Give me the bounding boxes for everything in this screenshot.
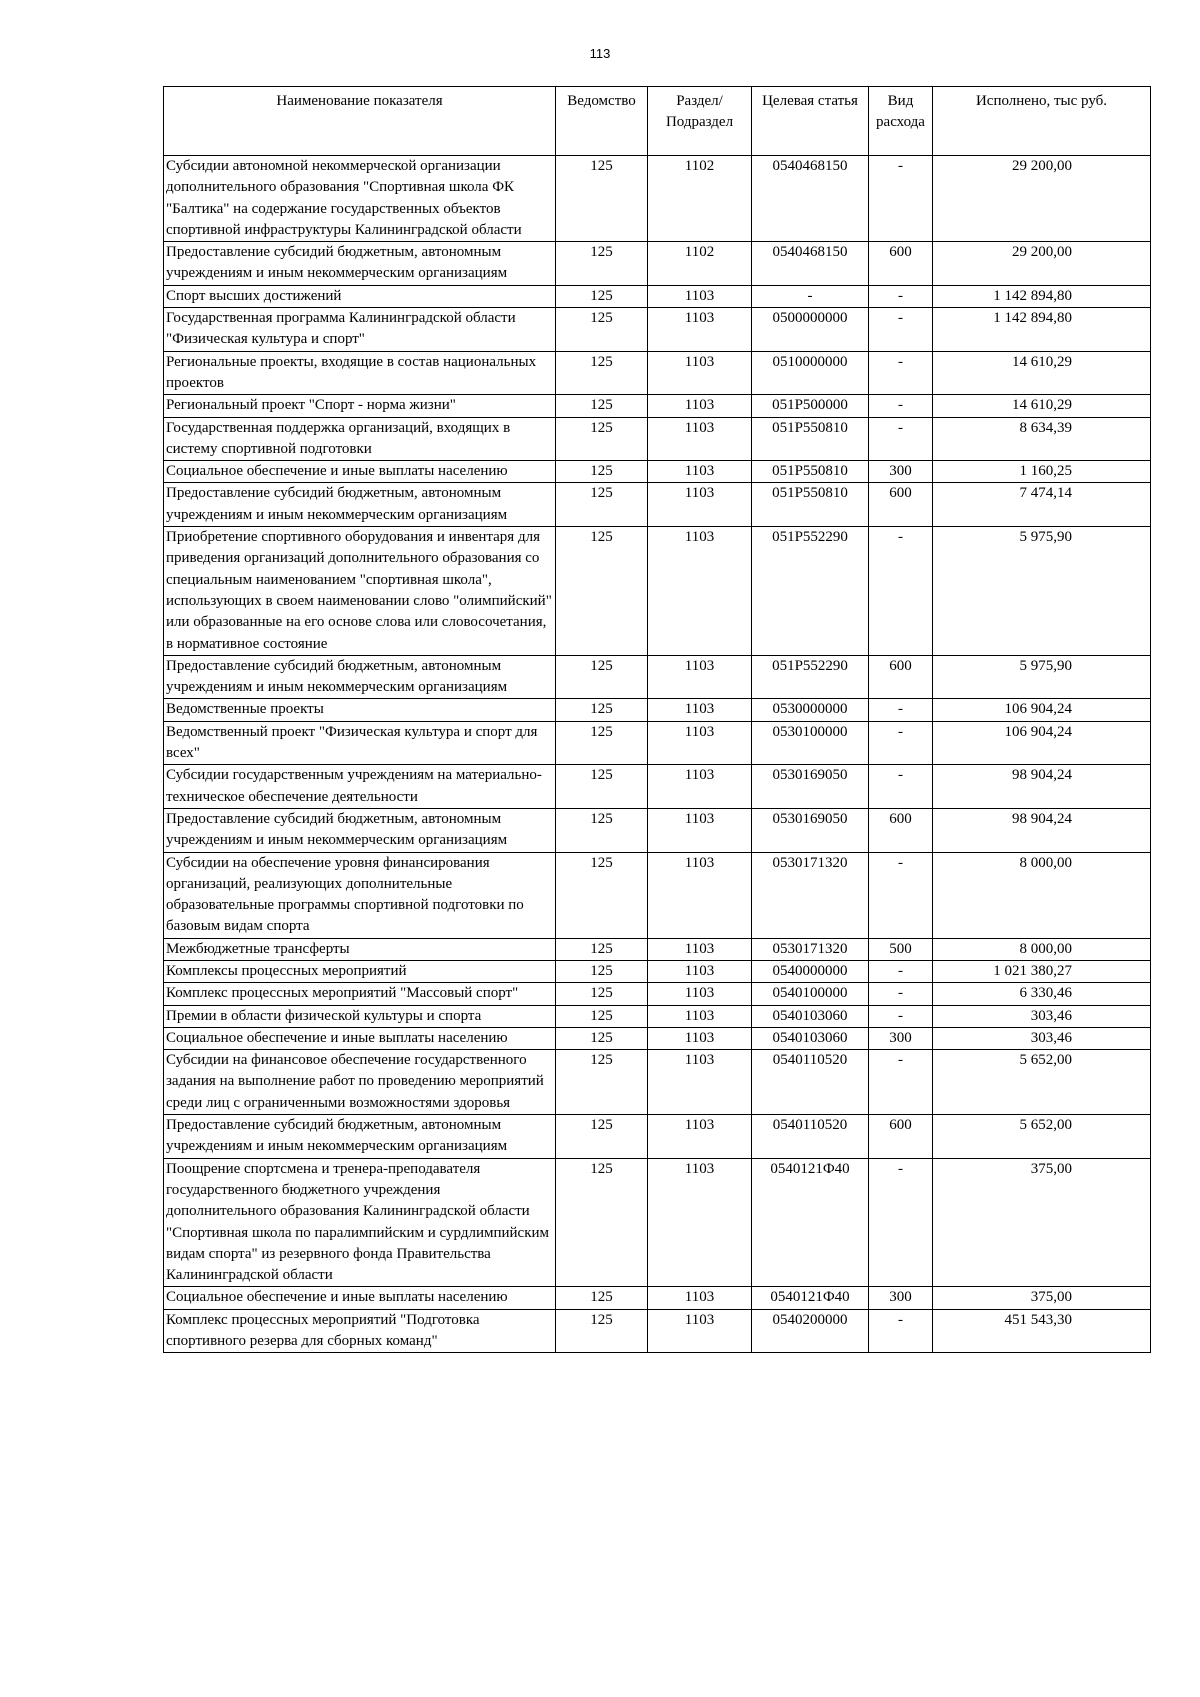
row-target-article: 0530000000 [752,699,869,721]
row-target-article: 0540000000 [752,960,869,982]
row-target-article: 0500000000 [752,308,869,352]
row-name: Премии в области физической культуры и спорта [164,1005,556,1027]
row-name: Ведомственные проекты [164,699,556,721]
row-department: 125 [556,1027,648,1049]
row-target-article: 0540110520 [752,1115,869,1159]
row-target-article: 0540200000 [752,1309,869,1353]
row-target-article: 0540103060 [752,1005,869,1027]
row-expense-type: - [869,417,933,461]
row-amount: 8 000,00 [933,938,1151,960]
row-name: Спорт высших достижений [164,285,556,307]
table-row [164,1005,1151,1027]
row-amount: 303,46 [933,1005,1151,1027]
row-target-article: 051P500000 [752,395,869,417]
row-expense-type: 600 [869,808,933,852]
row-amount: 451 543,30 [933,1309,1151,1353]
row-name: Субсидии автономной некоммерческой организации дополнительного образования "Спортивная школа ФК "Балтика" на содержание государственных объектов спортивной инфраструктуры Калининградской области [164,156,556,242]
row-expense-type: - [869,699,933,721]
row-section: 1103 [648,1287,752,1309]
row-amount: 29 200,00 [933,156,1151,242]
row-target-article: 0510000000 [752,351,869,395]
row-expense-type: - [869,351,933,395]
row-target-article: 0540100000 [752,983,869,1005]
row-amount: 7 474,14 [933,483,1151,527]
row-amount: 14 610,29 [933,351,1151,395]
row-target-article: 051P552290 [752,655,869,699]
row-expense-type: 300 [869,1027,933,1049]
row-section: 1103 [648,527,752,656]
row-expense-type: - [869,721,933,765]
row-expense-type: 500 [869,938,933,960]
row-amount: 375,00 [933,1158,1151,1287]
row-department: 125 [556,765,648,809]
table-row [164,1115,1151,1159]
row-expense-type: - [869,156,933,242]
row-expense-type: 600 [869,242,933,286]
table-row [164,483,1151,527]
row-expense-type: 600 [869,1115,933,1159]
row-section: 1103 [648,1158,752,1287]
row-department: 125 [556,1050,648,1115]
row-section: 1103 [648,960,752,982]
row-section: 1103 [648,1027,752,1049]
row-department: 125 [556,527,648,656]
row-department: 125 [556,808,648,852]
row-amount: 98 904,24 [933,808,1151,852]
table-row [164,395,1151,417]
row-name: Ведомственный проект "Физическая культура и спорт для всех" [164,721,556,765]
row-target-article: 051P552290 [752,527,869,656]
row-expense-type: - [869,983,933,1005]
table-row [164,285,1151,307]
row-section: 1103 [648,938,752,960]
row-department: 125 [556,655,648,699]
row-department: 125 [556,308,648,352]
row-target-article: 0540468150 [752,156,869,242]
row-name: Региональный проект "Спорт - норма жизни" [164,395,556,417]
row-name: Предоставление субсидий бюджетным, автономным учреждениям и иным некоммерческим организациям [164,655,556,699]
row-section: 1103 [648,721,752,765]
row-department: 125 [556,156,648,242]
table-row [164,156,1151,242]
row-target-article: 0540103060 [752,1027,869,1049]
row-section: 1103 [648,308,752,352]
table-row [164,699,1151,721]
row-name: Комплекс процессных мероприятий "Подготовка спортивного резерва для сборных команд" [164,1309,556,1353]
row-name: Региональные проекты, входящие в состав национальных проектов [164,351,556,395]
table-row [164,461,1151,483]
header-section: Раздел/ Подраздел [648,87,752,156]
row-department: 125 [556,852,648,938]
row-target-article: 051P550810 [752,461,869,483]
row-section: 1103 [648,808,752,852]
row-expense-type: - [869,1005,933,1027]
row-amount: 1 142 894,80 [933,285,1151,307]
row-section: 1103 [648,285,752,307]
row-name: Государственная программа Калининградской области "Физическая культура и спорт" [164,308,556,352]
row-section: 1102 [648,156,752,242]
row-target-article: - [752,285,869,307]
row-name: Социальное обеспечение и иные выплаты населению [164,1027,556,1049]
row-section: 1103 [648,1309,752,1353]
row-department: 125 [556,417,648,461]
row-section: 1103 [648,852,752,938]
row-department: 125 [556,351,648,395]
row-name: Субсидии на обеспечение уровня финансирования организаций, реализующих дополнительные образовательные программы спортивной подготовки по базовым видам спорта [164,852,556,938]
row-department: 125 [556,1287,648,1309]
row-section: 1103 [648,417,752,461]
row-target-article: 051P550810 [752,483,869,527]
table-row [164,1309,1151,1353]
table-row [164,527,1151,656]
row-target-article: 0530169050 [752,808,869,852]
row-section: 1103 [648,765,752,809]
row-amount: 375,00 [933,1287,1151,1309]
row-section: 1103 [648,655,752,699]
row-amount: 98 904,24 [933,765,1151,809]
row-amount: 1 142 894,80 [933,308,1151,352]
row-amount: 106 904,24 [933,721,1151,765]
row-section: 1103 [648,1050,752,1115]
table-row [164,721,1151,765]
row-name: Социальное обеспечение и иные выплаты населению [164,461,556,483]
header-department: Ведомство [556,87,648,156]
row-expense-type: - [869,1309,933,1353]
row-department: 125 [556,1158,648,1287]
row-amount: 8 634,39 [933,417,1151,461]
row-section: 1103 [648,395,752,417]
row-department: 125 [556,721,648,765]
header-indicator-name: Наименование показателя [164,87,556,156]
row-amount: 1 160,25 [933,461,1151,483]
row-target-article: 0540468150 [752,242,869,286]
row-target-article: 0540110520 [752,1050,869,1115]
row-name: Предоставление субсидий бюджетным, автономным учреждениям и иным некоммерческим организациям [164,808,556,852]
row-amount: 5 975,90 [933,527,1151,656]
row-expense-type: - [869,308,933,352]
row-section: 1103 [648,1005,752,1027]
row-target-article: 0540121Ф40 [752,1287,869,1309]
row-amount: 5 652,00 [933,1115,1151,1159]
table-row [164,938,1151,960]
table-row [164,417,1151,461]
row-section: 1102 [648,242,752,286]
table-row [164,983,1151,1005]
row-name: Приобретение спортивного оборудования и инвентаря для приведения организаций дополнительного образования со специальным наименованием "спортивная школа", использующих в своем наименовании слово "олимпийский" или образованные на его основе слова или словосочетания, в нормативное состояние [164,527,556,656]
row-expense-type: - [869,765,933,809]
row-name: Социальное обеспечение и иные выплаты населению [164,1287,556,1309]
row-expense-type: - [869,395,933,417]
row-department: 125 [556,983,648,1005]
row-section: 1103 [648,699,752,721]
row-name: Субсидии государственным учреждениям на материально-техническое обеспечение деятельности [164,765,556,809]
header-executed-amount: Исполнено, тыс руб. [933,87,1151,156]
row-name: Субсидии на финансовое обеспечение государственного задания на выполнение работ по проведению мероприятий среди лиц с ограниченными возможностями здоровья [164,1050,556,1115]
row-department: 125 [556,242,648,286]
row-amount: 5 652,00 [933,1050,1151,1115]
row-expense-type: - [869,527,933,656]
row-department: 125 [556,483,648,527]
row-name: Комплексы процессных мероприятий [164,960,556,982]
table-row [164,852,1151,938]
row-name: Государственная поддержка организаций, входящих в систему спортивной подготовки [164,417,556,461]
page-number: 113 [589,46,611,61]
table-row [164,1050,1151,1115]
row-target-article: 0540121Ф40 [752,1158,869,1287]
row-department: 125 [556,1309,648,1353]
row-expense-type: - [869,285,933,307]
row-expense-type: - [869,960,933,982]
row-amount: 29 200,00 [933,242,1151,286]
row-amount: 303,46 [933,1027,1151,1049]
row-section: 1103 [648,483,752,527]
row-section: 1103 [648,351,752,395]
row-expense-type: 300 [869,461,933,483]
row-name: Поощрение спортсмена и тренера-преподавателя государственного бюджетного учреждения дополнительного образования Калининградской области "Спортивная школа по паралимпийским и сурдлимпийским видам спорта" из резервного фонда Правительства Калининградской области [164,1158,556,1287]
header-expense-type: Вид расхода [869,87,933,156]
table-row [164,655,1151,699]
table-row [164,308,1151,352]
row-expense-type: 300 [869,1287,933,1309]
row-name: Предоставление субсидий бюджетным, автономным учреждениям и иным некоммерческим организациям [164,1115,556,1159]
row-name: Комплекс процессных мероприятий "Массовый спорт" [164,983,556,1005]
row-department: 125 [556,1115,648,1159]
row-department: 125 [556,699,648,721]
row-name: Межбюджетные трансферты [164,938,556,960]
row-department: 125 [556,461,648,483]
header-target-article: Целевая статья [752,87,869,156]
row-expense-type: - [869,1050,933,1115]
table-row [164,242,1151,286]
table-row [164,1027,1151,1049]
row-department: 125 [556,1005,648,1027]
table-row [164,1158,1151,1287]
row-target-article: 0530171320 [752,852,869,938]
row-expense-type: - [869,852,933,938]
row-amount: 6 330,46 [933,983,1151,1005]
row-amount: 5 975,90 [933,655,1151,699]
row-expense-type: 600 [869,483,933,527]
table-row [164,351,1151,395]
row-department: 125 [556,395,648,417]
row-target-article: 051P550810 [752,417,869,461]
table-row [164,765,1151,809]
row-section: 1103 [648,1115,752,1159]
row-amount: 106 904,24 [933,699,1151,721]
table-header-row [164,87,1151,156]
row-target-article: 0530169050 [752,765,869,809]
row-amount: 14 610,29 [933,395,1151,417]
row-name: Предоставление субсидий бюджетным, автономным учреждениям и иным некоммерческим организациям [164,483,556,527]
row-section: 1103 [648,983,752,1005]
row-target-article: 0530100000 [752,721,869,765]
row-expense-type: - [869,1158,933,1287]
row-department: 125 [556,938,648,960]
table-row [164,808,1151,852]
row-amount: 8 000,00 [933,852,1151,938]
budget-execution-table [163,86,1151,1353]
row-name: Предоставление субсидий бюджетным, автономным учреждениям и иным некоммерческим организациям [164,242,556,286]
row-amount: 1 021 380,27 [933,960,1151,982]
row-section: 1103 [648,461,752,483]
table-row [164,960,1151,982]
row-target-article: 0530171320 [752,938,869,960]
table-row [164,1287,1151,1309]
row-department: 125 [556,285,648,307]
row-department: 125 [556,960,648,982]
row-expense-type: 600 [869,655,933,699]
